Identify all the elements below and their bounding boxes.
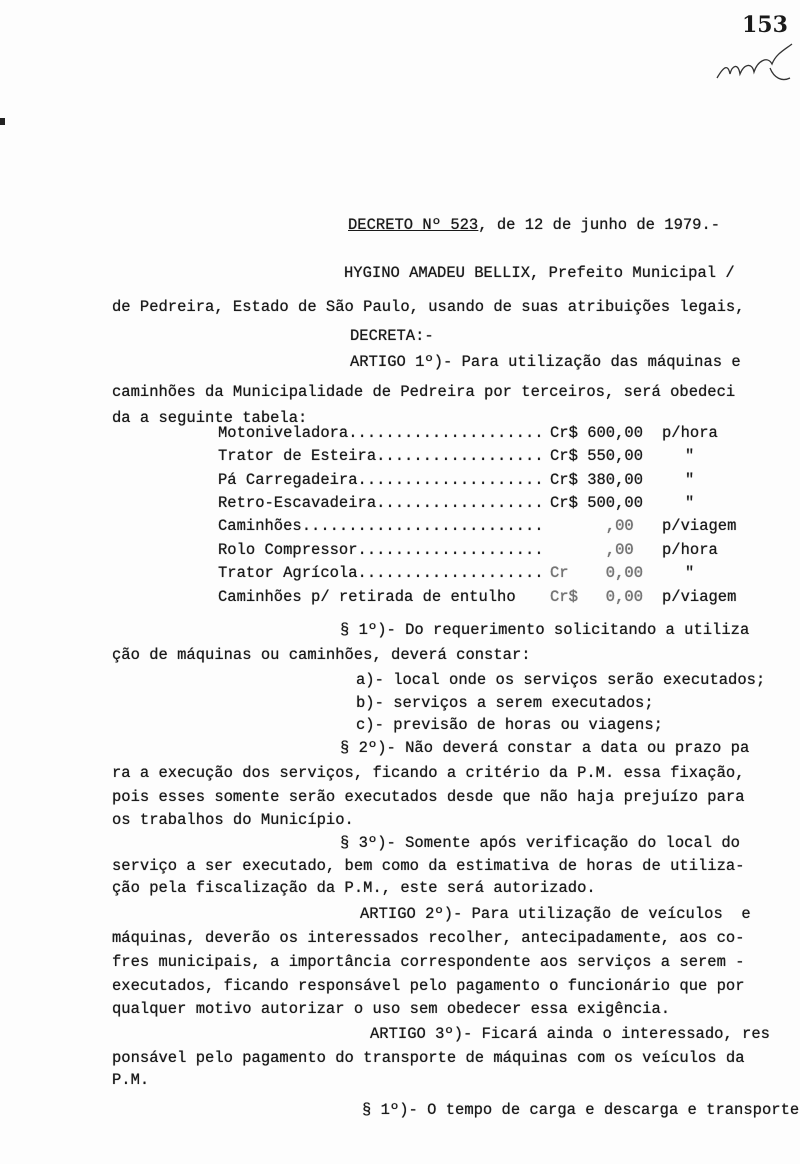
table-price: Cr 0,00 — [550, 564, 644, 582]
body-line: ARTIGO 2º)- Para utilização de veículos e — [360, 905, 751, 923]
body-line: ARTIGO 3º)- Ficará ainda o interessado, res — [370, 1025, 770, 1043]
body-line: máquinas, deverão os interessados recolher, antecipadamente, aos co- — [112, 929, 745, 947]
article-line: caminhões da Municipalidade de Pedreira por terceiros, será obedeci — [112, 383, 736, 401]
preamble-line: HYGINO AMADEU BELLIX, Prefeito Municipal / — [344, 264, 735, 282]
decree-title — [348, 216, 720, 234]
table-unit: p/hora — [662, 541, 718, 559]
body-line: § 1º)- O tempo de carga e descarga e transporte — [362, 1101, 800, 1119]
page-number: 153 — [742, 12, 788, 38]
body-line: qualquer motivo autorizar o uso sem obedecer essa exigência. — [112, 1000, 671, 1018]
article-line: da a seguinte tabela: — [112, 409, 308, 427]
decreta-heading: DECRETA:- — [350, 327, 434, 345]
body-line: c)- previsão de horas ou viagens; — [356, 716, 663, 734]
table-price: Cr$ 380,00 — [550, 471, 644, 489]
table-item-name: Rolo Compressor.................... — [218, 541, 544, 559]
body-line: § 1º)- Do requerimento solicitando a utiliza — [340, 621, 750, 639]
table-item-name: Caminhões.......................... — [218, 517, 544, 535]
body-line: ção pela fiscalização da P.M., este será autorizado. — [112, 879, 596, 897]
table-unit: p/viagem — [662, 517, 737, 535]
decree-number: DECRETO Nº 523 — [348, 216, 479, 234]
table-item-name: Pá Carregadeira.................... — [218, 471, 544, 489]
decree-date: , de 12 de junho de 1979.- — [478, 216, 721, 234]
body-line: fres municipais, a importância correspondente aos serviços a serem - — [112, 953, 745, 971]
table-unit: " — [685, 564, 695, 582]
table-price: Cr$ 500,00 — [550, 494, 644, 512]
body-line: § 3º)- Somente após verificação do local do — [340, 834, 740, 852]
table-price: Cr$ 550,00 — [550, 447, 644, 465]
body-line: ponsável pelo pagamento do transporte de máquinas com os veículos da — [112, 1049, 745, 1067]
table-unit: p/hora — [662, 424, 718, 442]
body-line: executados, ficando responsável pelo pagamento o funcionário que por — [112, 977, 745, 995]
body-line: a)- local onde os serviços serão executados; — [356, 671, 766, 689]
preamble-line: de Pedreira, Estado de São Paulo, usando de suas atribuições legais, — [112, 298, 745, 316]
body-line: ra a execução dos serviços, ficando a critério da P.M. essa fixação, — [112, 764, 745, 782]
body-line: os trabalhos do Município. — [112, 811, 354, 829]
table-unit: " — [685, 447, 695, 465]
table-item-name: Retro-Escavadeira.................. — [218, 494, 544, 512]
table-unit: p/viagem — [662, 588, 737, 606]
article-line: ARTIGO 1º)- Para utilização das máquinas e — [350, 353, 741, 371]
table-item-name: Trator Agrícola.................... — [218, 564, 544, 582]
table-unit: " — [685, 471, 695, 489]
body-line: § 2º)- Não deverá constar a data ou prazo pa — [340, 739, 750, 757]
table-item-name: Caminhões p/ retirada de entulho — [218, 588, 516, 606]
table-price: ,00 — [550, 517, 634, 535]
handwritten-initials — [712, 38, 797, 88]
body-line: ção de máquinas ou caminhões, deverá constar: — [112, 646, 531, 664]
table-price: Cr$ 0,00 — [550, 588, 644, 606]
table-unit: " — [685, 494, 695, 512]
table-price: Cr$ 600,00 — [550, 424, 644, 442]
table-item-name: Trator de Esteira.................. — [218, 447, 544, 465]
body-line: serviço a ser executado, bem como da estimativa de horas de utiliza- — [112, 857, 745, 875]
table-price: ,00 — [550, 541, 634, 559]
body-line: pois esses somente serão executados desde que não haja prejuízo para — [112, 788, 745, 806]
body-line: b)- serviços a serem executados; — [356, 694, 654, 712]
body-line: P.M. — [112, 1071, 150, 1089]
scan-mark — [0, 118, 5, 125]
table-item-name: Motoniveladora..................... — [218, 424, 544, 442]
